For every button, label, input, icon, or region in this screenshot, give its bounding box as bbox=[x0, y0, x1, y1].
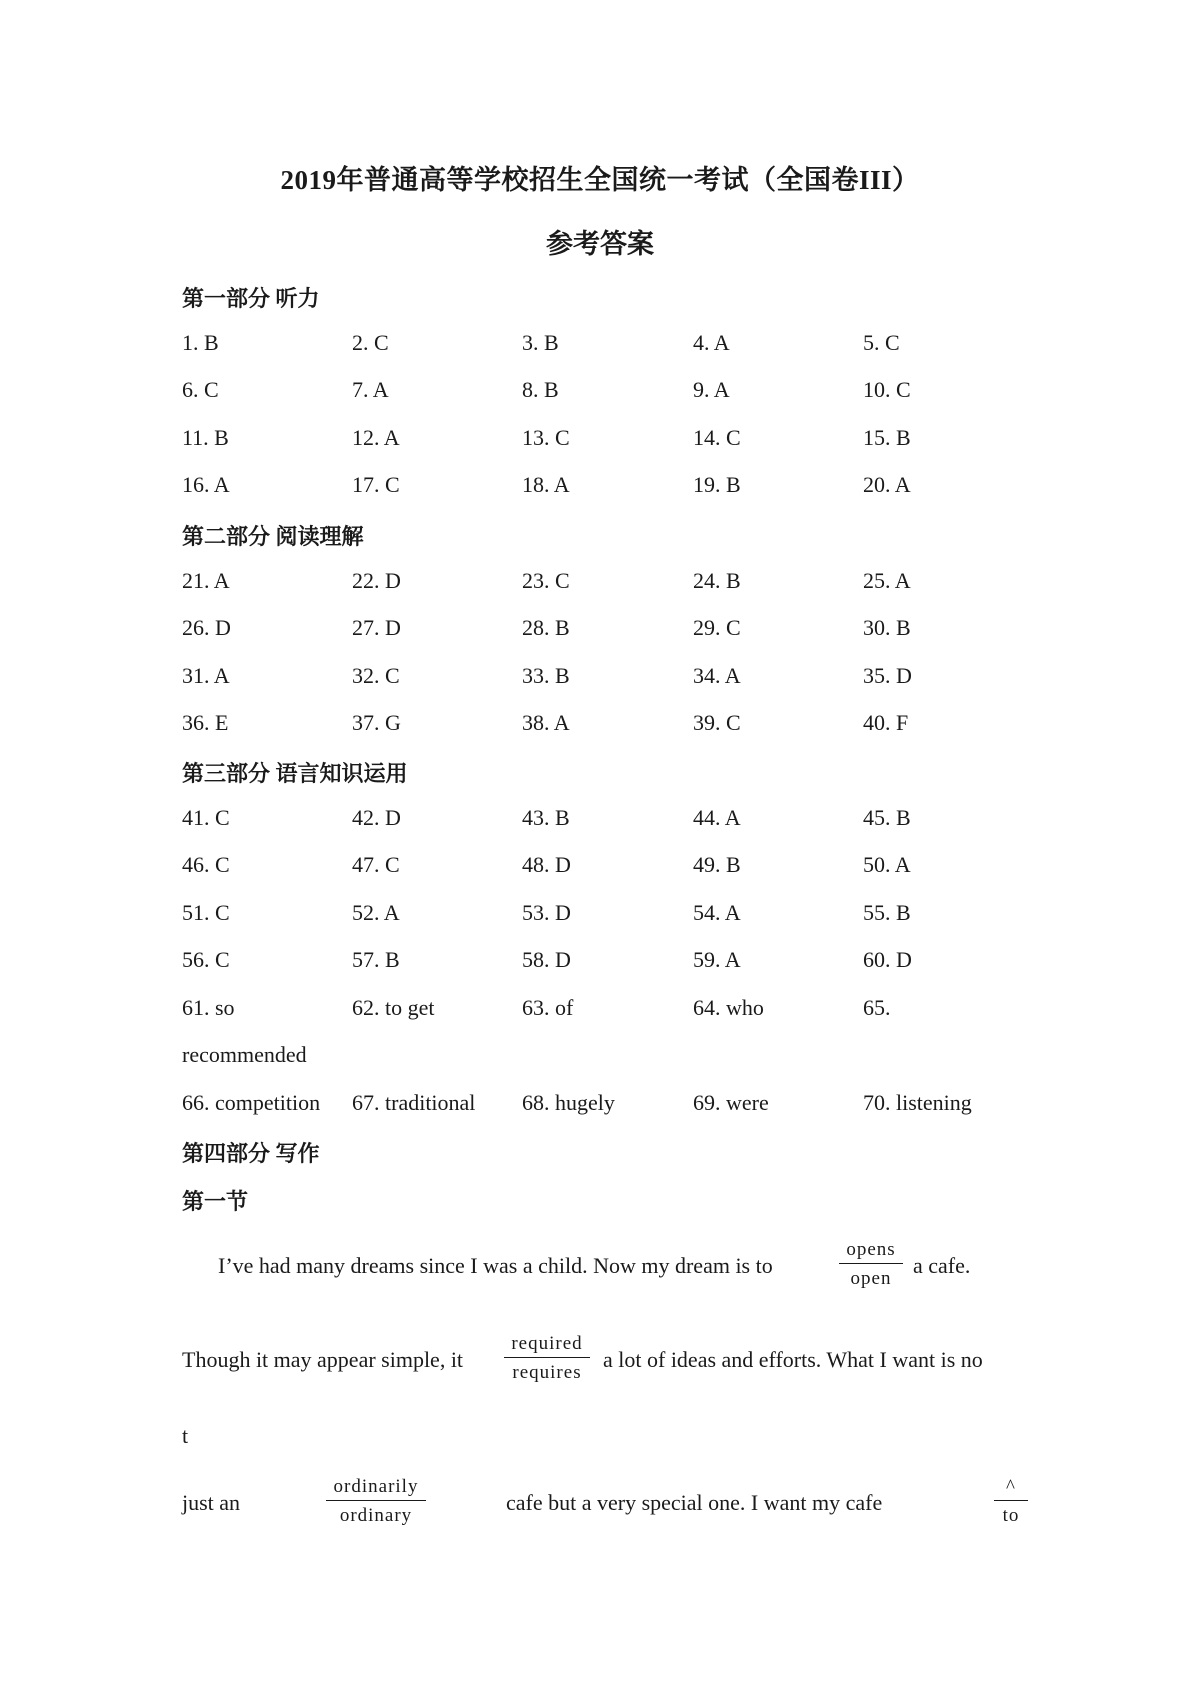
insertion-word: to bbox=[1002, 1505, 1020, 1526]
answer-item: 7. A bbox=[352, 377, 389, 402]
answer-row bbox=[182, 568, 1042, 598]
answer-item: 38. A bbox=[522, 710, 570, 735]
answer-item: 61. so bbox=[182, 995, 235, 1020]
answer-item: 29. C bbox=[693, 615, 741, 640]
answer-item: 42. D bbox=[352, 805, 401, 830]
section-heading-listening: 第一部分 听力 bbox=[182, 286, 320, 311]
answer-item: 24. B bbox=[693, 568, 741, 593]
essay-text: a lot of ideas and efforts. What I want is no bbox=[603, 1347, 983, 1372]
answer-item: 19. B bbox=[693, 472, 741, 497]
answer-item: 12. A bbox=[352, 425, 400, 450]
essay-correction bbox=[326, 1476, 426, 1527]
answer-item: 68. hugely bbox=[522, 1090, 615, 1115]
answer-item: 16. A bbox=[182, 472, 230, 497]
answer-item: 30. B bbox=[863, 615, 911, 640]
essay-text: Though it may appear simple, it bbox=[182, 1347, 464, 1372]
answer-item: 8. B bbox=[522, 377, 559, 402]
answer-item: 44. A bbox=[693, 805, 741, 830]
answer-item: 2. C bbox=[352, 330, 389, 355]
answer-item: 28. B bbox=[522, 615, 570, 640]
answer-item: 51. C bbox=[182, 900, 230, 925]
answer-item: 32. C bbox=[352, 663, 400, 688]
answer-item: 70. listening bbox=[863, 1090, 972, 1115]
answer-row bbox=[182, 995, 1042, 1025]
answer-item: 33. B bbox=[522, 663, 570, 688]
answer-item: 34. A bbox=[693, 663, 741, 688]
answer-item: 13. C bbox=[522, 425, 570, 450]
correction-fix: requires bbox=[512, 1362, 582, 1383]
answer-item: 59. A bbox=[693, 947, 741, 972]
answer-row bbox=[182, 852, 1042, 882]
correction-fix: open bbox=[850, 1268, 892, 1289]
answer-item: 43. B bbox=[522, 805, 570, 830]
answer-item: 3. B bbox=[522, 330, 559, 355]
answer-item: 65. bbox=[863, 995, 891, 1020]
answer-item: 55. B bbox=[863, 900, 911, 925]
answer-item: 37. G bbox=[352, 710, 401, 735]
answer-item: 1. B bbox=[182, 330, 219, 355]
answer-item: 57. B bbox=[352, 947, 400, 972]
answer-item: 48. D bbox=[522, 852, 571, 877]
answer-item: 11. B bbox=[182, 425, 229, 450]
answer-item: 49. B bbox=[693, 852, 741, 877]
answer-item: 60. D bbox=[863, 947, 912, 972]
answer-item: 5. C bbox=[863, 330, 900, 355]
subsection-heading: 第一节 bbox=[182, 1189, 249, 1214]
answer-item: 21. A bbox=[182, 568, 230, 593]
answer-row bbox=[182, 710, 1042, 740]
answer-item: 58. D bbox=[522, 947, 571, 972]
answer-item: 62. to get bbox=[352, 995, 435, 1020]
answer-item: 39. C bbox=[693, 710, 741, 735]
answer-item: 52. A bbox=[352, 900, 400, 925]
answer-item: 22. D bbox=[352, 568, 401, 593]
answer-item: 54. A bbox=[693, 900, 741, 925]
answer-item: 46. C bbox=[182, 852, 230, 877]
answer-item: 6. C bbox=[182, 377, 219, 402]
answer-row bbox=[182, 1090, 1042, 1120]
answer-wrap-text: recommended bbox=[182, 1042, 307, 1067]
section-heading-language-use: 第三部分 语言知识运用 bbox=[182, 761, 408, 786]
answer-item: 41. C bbox=[182, 805, 230, 830]
answer-item: 64. who bbox=[693, 995, 764, 1020]
answer-row bbox=[182, 377, 1042, 407]
answer-item: 66. competition bbox=[182, 1090, 321, 1115]
essay-correction bbox=[504, 1333, 590, 1384]
answer-item: 4. A bbox=[693, 330, 730, 355]
correction-fix: ordinary bbox=[339, 1505, 413, 1526]
insertion-caret: ^ bbox=[994, 1476, 1028, 1501]
answer-item: 50. A bbox=[863, 852, 911, 877]
answer-item: 26. D bbox=[182, 615, 231, 640]
answer-item: 9. A bbox=[693, 377, 730, 402]
answer-item: 20. A bbox=[863, 472, 911, 497]
answer-item: 40. F bbox=[863, 710, 909, 735]
section-heading-writing: 第四部分 写作 bbox=[182, 1141, 320, 1166]
correction-original: ordinarily bbox=[326, 1476, 426, 1501]
answer-row bbox=[182, 947, 1042, 977]
essay-text: cafe but a very special one. I want my cafe bbox=[506, 1490, 883, 1515]
answer-row bbox=[182, 330, 1042, 360]
answer-row bbox=[182, 615, 1042, 645]
answer-item: 23. C bbox=[522, 568, 570, 593]
answer-item: 15. B bbox=[863, 425, 911, 450]
essay-text: I’ve had many dreams since I was a child. Now my dream is to bbox=[218, 1253, 773, 1278]
essay-text: just an bbox=[182, 1490, 241, 1515]
answer-item: 18. A bbox=[522, 472, 570, 497]
section-heading-reading: 第二部分 阅读理解 bbox=[182, 524, 364, 549]
essay-correction bbox=[839, 1239, 903, 1290]
answer-row bbox=[182, 472, 1042, 502]
answer-item: 10. C bbox=[863, 377, 911, 402]
answer-item: 56. C bbox=[182, 947, 230, 972]
answer-item: 45. B bbox=[863, 805, 911, 830]
answer-item: 14. C bbox=[693, 425, 741, 450]
answer-row bbox=[182, 663, 1042, 693]
answer-item: 31. A bbox=[182, 663, 230, 688]
answer-item: 27. D bbox=[352, 615, 401, 640]
essay-insertion-mark bbox=[994, 1476, 1028, 1527]
page-subtitle: 参考答案 bbox=[546, 229, 654, 259]
answer-item: 17. C bbox=[352, 472, 400, 497]
answer-item: 69. were bbox=[693, 1090, 769, 1115]
essay-text: a cafe. bbox=[913, 1253, 971, 1278]
answer-item: 47. C bbox=[352, 852, 400, 877]
answer-row bbox=[182, 425, 1042, 455]
answer-item: 35. D bbox=[863, 663, 912, 688]
essay-text: t bbox=[182, 1423, 189, 1448]
correction-original: opens bbox=[839, 1239, 903, 1264]
answer-item: 53. D bbox=[522, 900, 571, 925]
answer-item: 67. traditional bbox=[352, 1090, 476, 1115]
answer-row bbox=[182, 900, 1042, 930]
answer-item: 36. E bbox=[182, 710, 229, 735]
page-title: 2019年普通高等学校招生全国统一考试（全国卷III） bbox=[280, 165, 920, 195]
answer-row bbox=[182, 805, 1042, 835]
correction-original: required bbox=[504, 1333, 590, 1358]
answer-item: 63. of bbox=[522, 995, 574, 1020]
answer-item: 25. A bbox=[863, 568, 911, 593]
